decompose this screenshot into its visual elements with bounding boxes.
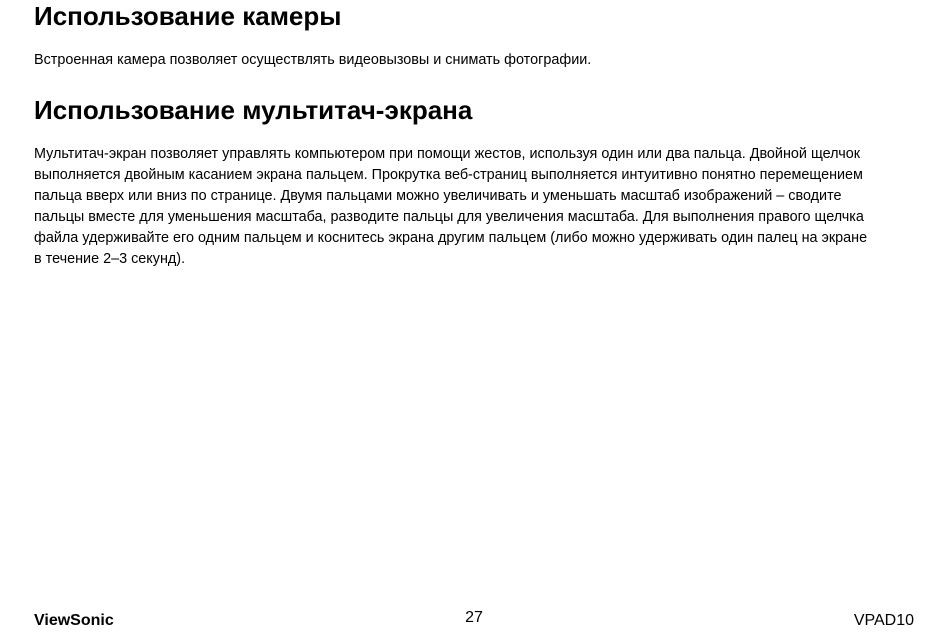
camera-section-heading: Использование камеры (34, 1, 342, 31)
multitouch-section-text (34, 144, 918, 270)
multitouch-text-line: выполняется двойным касанием экрана пальцем. Прокрутка веб-страниц выполняется интуитивно понятно перемещением (34, 167, 863, 183)
footer-page-number: 27 (465, 609, 483, 626)
footer-brand: ViewSonic (34, 612, 114, 629)
multitouch-text-line: Мультитач-экран позволяет управлять компьютером при помощи жестов, используя один или два пальца. Двойной щелчок (34, 146, 861, 162)
multitouch-text-line: пальца вверх или вниз по странице. Двумя пальцами можно увеличивать и уменьшать масштаб изображений – сводите (34, 188, 842, 204)
camera-section-text: Встроенная камера позволяет осуществлять видеовызовы и снимать фотографии. (34, 52, 592, 68)
multitouch-text-line: в течение 2–3 секунд). (34, 251, 186, 267)
page-footer (34, 610, 914, 632)
multitouch-text-line: файла удерживайте его одним пальцем и коснитесь экрана другим пальцем (либо можно удерживать один палец на экране (34, 230, 868, 246)
footer-model-name: VPAD10 (853, 612, 914, 629)
multitouch-text-line: пальцы вместе для уменьшения масштаба, разводите пальцы для увеличения масштаба. Для выполнения правого щелчка (34, 209, 864, 225)
multitouch-section-heading: Использование мультитач-экрана (34, 95, 473, 125)
